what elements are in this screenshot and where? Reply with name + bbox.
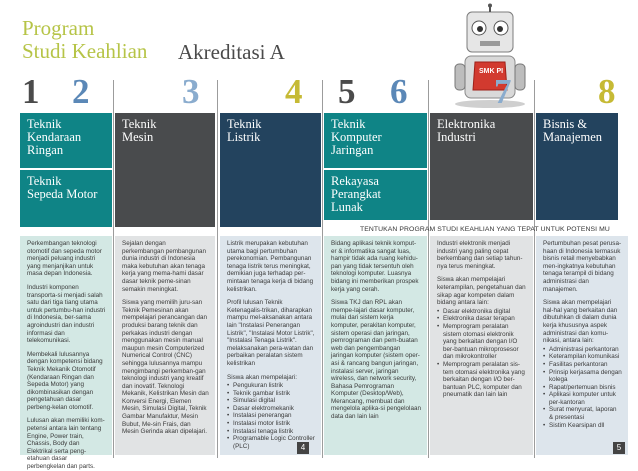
list-item: • Memprogram peralatan sis-tem otomasi elektronika yang berkaitan dengan I/O ber-bantuan PLC, komputer dan pneumatik dan lain lain — [437, 361, 527, 399]
list-item: • Administrasi perkantoran — [543, 346, 622, 354]
list-item: • Prinsip kerjasama dengan kolega — [543, 369, 622, 384]
paragraph: Industri komponen transporta-si menjadi salah satu dari tiga tiang utama untuk pertumbu-han industri di Indonesia, ber-sama agroindustri dan industri informasi dan telekomunikasi. — [27, 283, 106, 345]
column-body-mesin — [115, 236, 215, 455]
box-rekayasa-perangkat-lunak: Rekayasa Perangkat Lunak — [324, 170, 427, 220]
list-item: • Elektronika dasar terapan — [437, 315, 527, 323]
robot-badge-text: SMK PI — [478, 68, 504, 75]
box-teknik-mesin: Teknik Mesin — [115, 113, 215, 227]
list-item: • Teknik gambar listrik — [227, 390, 315, 398]
column-body-listrik — [220, 236, 321, 455]
number-4: 4 — [285, 72, 303, 111]
number-6: 6 — [390, 72, 408, 111]
column-body-elektronika — [430, 236, 533, 455]
paragraph: Siswa yang memilih juru-san Teknik Pemesinan akan mempelajari perancangan dan produksi barang teknik dan perkakas industri dengan menggunakan mesin manual maupun mesin Computerized Numerical Control (CNC) sehingga lulusannya mampu mengimbangi perkemban-gan teknologi industri yang kreatif dan inovatif. Teknologi Mekanik, Kelistrikan Mesin dan Konversi Energi, Elemen Mesin, Simulasi Digital, Teknik Gambar Manufaktur, Mesin Bubut, Me-sin Frais, dan Mesin Gerinda akan dipelajari. — [122, 299, 209, 436]
paragraph: Siswa akan mempelajari keterampilan, pengetahuan dan sikap agar kompeten dalam bidang antara lain: — [437, 276, 526, 307]
number-5: 5 — [338, 72, 356, 111]
paragraph: Membekali lulusannya dengan kompetensi bidang Teknik Mekanik Otomotif (Kendaraan Ringan dan Sepeda Motor) yang dikombinasikan dengan pengetahuan dasar perbeng-kelan otomotif. — [27, 350, 103, 411]
box-teknik-kendaraan-ringan: Teknik Kendaraan Ringan — [20, 113, 112, 168]
box-teknik-sepeda-motor: Teknik Sepeda Motor — [20, 170, 112, 227]
number-3: 3 — [182, 72, 200, 111]
box-elektronika-industri: Elektronika Industri — [430, 113, 533, 220]
list-item: • Keterampilan komunikasi — [543, 353, 622, 361]
number-7: 7 — [494, 72, 512, 111]
list-item: • Sistim Kearsipan dll — [543, 422, 622, 430]
list-item: • Surat menyurat, laporan & presentasi — [543, 406, 622, 421]
box-teknik-komputer-jaringan: Teknik Komputer Jaringan — [324, 113, 427, 168]
paragraph: Siswa akan mempelajari hal-hal yang berkaitan dan dibutuhkan di dalam dunia kerja khususnya aspek administrasi dan komu-nikasi, antara lain: — [543, 299, 618, 345]
list-item: • Rapat/pertemuan bisnis — [543, 384, 622, 392]
page-number: 5 — [613, 442, 625, 454]
paragraph: Siswa TKJ dan RPL akan mempe-lajari dasar komputer, mulai dari sistem kerja komputer, perakitan komputer, sistem operasi dan jaringan, pemrograman dan pem-buatan web dan pengembangan jaringan komputer (sistem oper-asi & rancang bangun jaringan, instalasi server, jaringan wireless, dan network security, Bahasa Pemrograman Komputer (Desktop/Web), Merancang, membuat dan mengelola aplika-si pengelolaan data dan lain lain — [331, 299, 421, 421]
paragraph: Sejalan dengan perkembangan pembangunan dunia industri di Indonesia maka kebutuhan akan tenaga kerja yang mema-hami dasar dasar teknik peme-sinan semakin meningkat. — [122, 240, 207, 293]
number-8: 8 — [598, 72, 616, 111]
list-item: • Pengukuran listrik — [227, 382, 315, 390]
divider-line — [534, 80, 535, 458]
divider-line — [322, 80, 323, 458]
robot-mascot — [435, 4, 545, 109]
divider-line — [113, 80, 114, 458]
paragraph: Perkembangan teknologi otomotif dan sepeda motor menjadi peluang industri yang menjanjikan untuk masa depan Indonesia. — [27, 240, 102, 278]
list-item: • Memprogram peralatan sistem otomasi elektronik yang berkaitan dengan I/O ber-bantuan mikroprosesor dan mikrokontroller — [437, 323, 527, 361]
column-body-otomotif — [20, 236, 112, 471]
list-item: • Instalasi motor listrik — [227, 420, 315, 428]
paragraph: Siswa akan mempelajari: — [227, 373, 297, 381]
bullet-list — [543, 346, 622, 430]
bullet-list — [437, 308, 527, 399]
paragraph: Industri elektronik menjadi industri yang paling cepat berkembang dan setiap tahun-nya terus meningkat. — [437, 240, 523, 270]
list-item: • Dasar elektronika digital — [437, 308, 527, 316]
list-item: • Aplikasi komputer untuk per-kantoran — [543, 391, 622, 406]
number-2: 2 — [72, 72, 90, 111]
box-teknik-listrik: Teknik Listrik — [220, 113, 321, 227]
list-item: • Dasar elektromekanik — [227, 405, 315, 413]
column-body-bisnis — [536, 236, 628, 455]
paragraph: Pertumbuhan pesat perusa-haan di Indonesia termasuk bisnis retail menyebabkan men-ingkatnya kebutuhan tenaga terampil di bidang administrasi dan manajemen. — [543, 240, 622, 293]
list-item: • Programable Logic Controller (PLC) — [227, 435, 315, 450]
list-item: • Fasilitas perkantoran — [543, 361, 622, 369]
tentukan-tagline: TENTUKAN PROGRAM STUDI KEAHLIAN YANG TEPAT UNTUK POTENSI MU — [360, 226, 610, 233]
list-item: • Instalasi penerangan — [227, 412, 315, 420]
page-number: 4 — [297, 442, 309, 454]
column-body-komputer — [324, 236, 427, 455]
divider-line — [217, 80, 218, 458]
bullet-list — [227, 382, 315, 450]
paragraph: Lulusan akan memiliki kom-petensi antara lain tentang Engine, Power train, Chassis, Body dan Elektrikal serta peng-etahuan dasar perbengkelan dan parts. — [27, 417, 105, 471]
box-bisnis-manajemen: Bisnis & Manajemen — [536, 113, 618, 220]
akreditasi-label: Akreditasi A — [178, 40, 285, 64]
list-item: • Simulasi digital — [227, 397, 315, 405]
paragraph: Bidang aplikasi teknik komput-er & informatika sangat luas, hampir tidak ada ruang kehidu-pan yang tidak tersentuh oleh teknologi komputer. Luasnya bidang ini memberikan prospek kerja yang cerah. — [331, 240, 419, 293]
list-item: • Instalasi tenaga listrik — [227, 428, 315, 436]
number-1: 1 — [22, 72, 40, 111]
divider-line — [428, 80, 429, 458]
paragraph: Listrik merupakan kebutuhan utama bagi pertumbuhan perekonomian. Pembangunan tenaga listrik terus meningkat, demikian juga terhadap per-mintaan tenaga kerja di bidang kelistrikan. — [227, 240, 314, 293]
paragraph: Profil lulusan Teknik Ketenagalis-trikan, diharapkan mampu mel-aksanakan antara lain "Instalasi Penerangan Listrik", "Instalasi Motor Listrik", "Instalasi Tenaga Listrik". melaksanakan pera-watan dan perbaikan peralatan sistem kelistrikan — [227, 299, 315, 367]
title-studi-keahlian: Studi Keahlian — [22, 39, 148, 63]
title-program: Program — [22, 16, 95, 40]
